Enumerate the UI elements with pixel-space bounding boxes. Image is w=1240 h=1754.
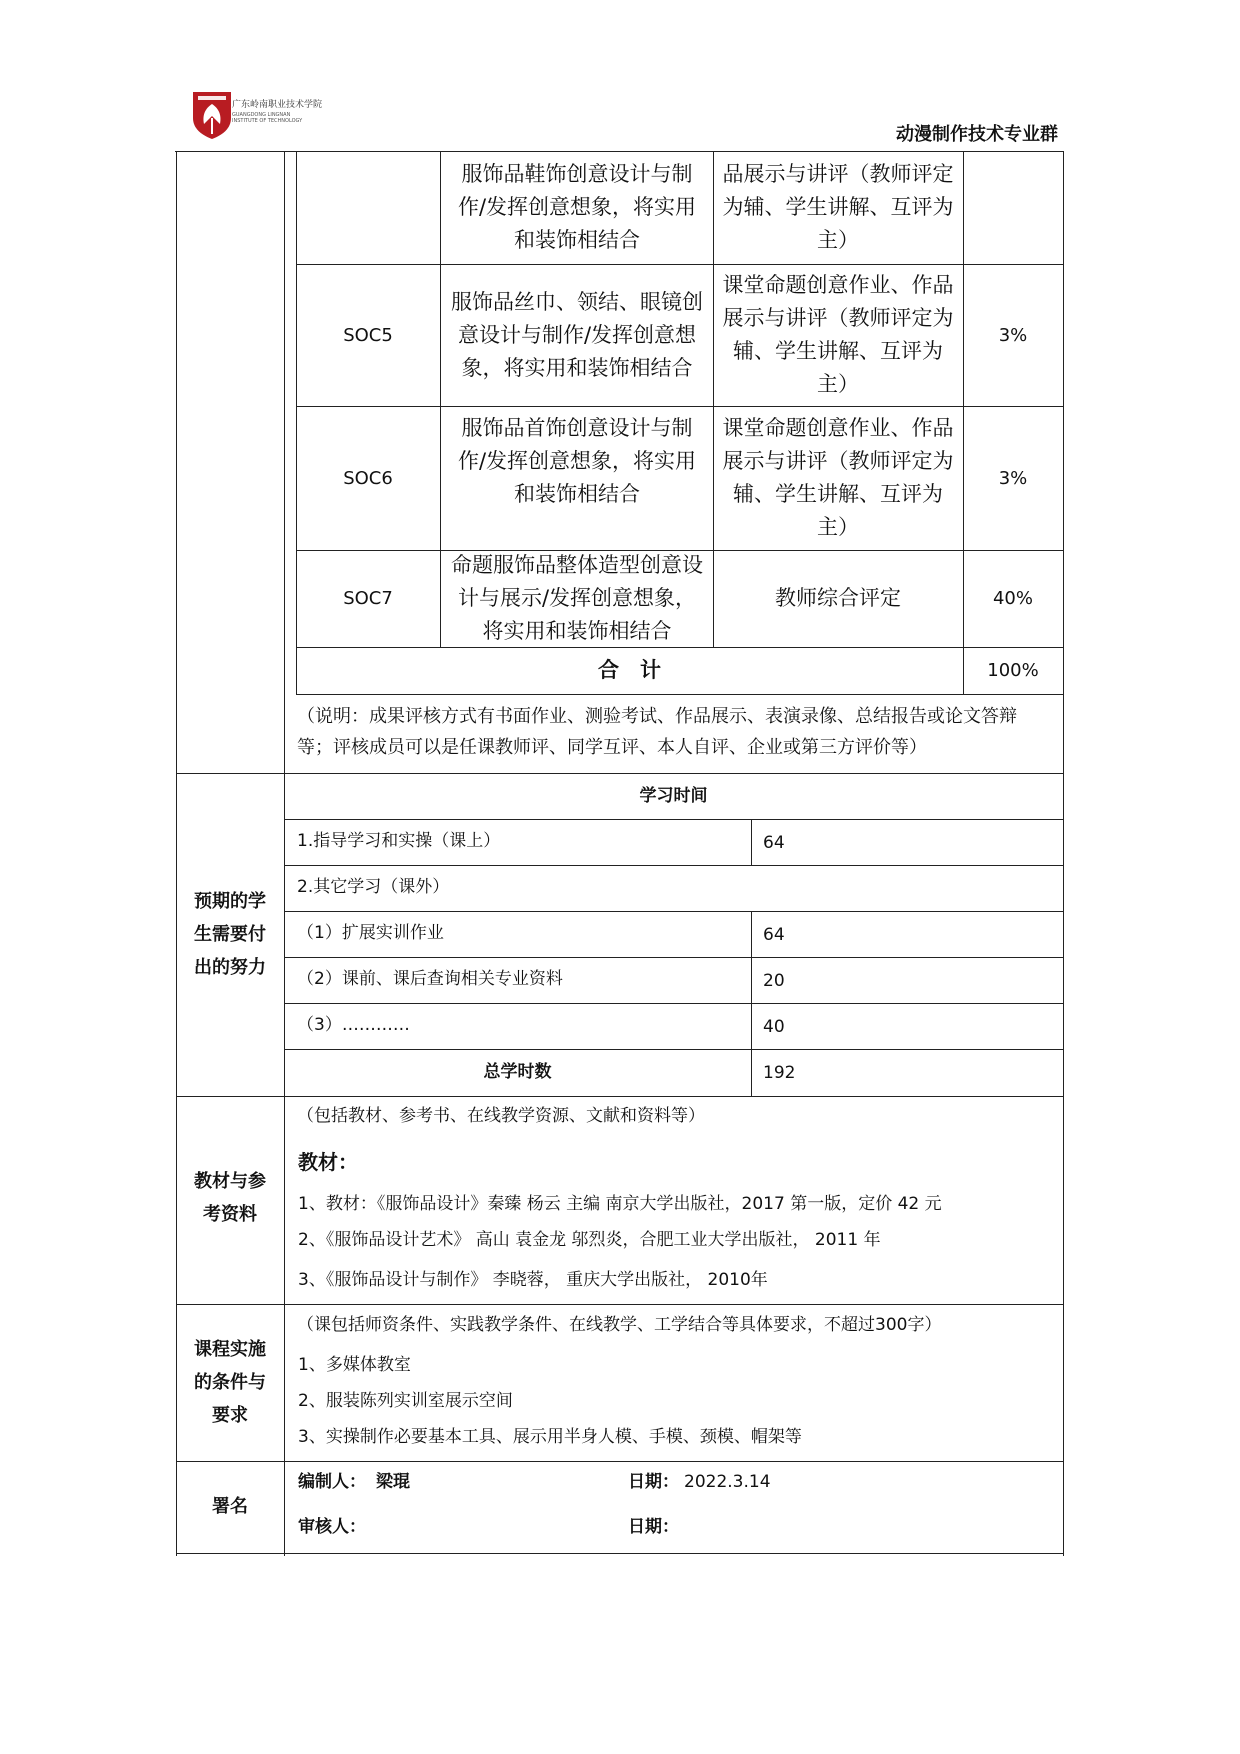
- conditions-item: 3、实操制作必要基本工具、展示用半身人模、手模、颈模、帽架等: [298, 1427, 802, 1447]
- conditions-side-label: 课程实施的条件与要求: [194, 1339, 266, 1426]
- signature-side-label: 署名: [212, 1496, 248, 1517]
- date-label: 日期：: [628, 1472, 679, 1492]
- assess-row-content: 服饰品鞋饰创意设计与制作/发挥创意想象，将实用和装饰相结合: [457, 162, 697, 252]
- logo-text-en-2: INSTITUTE OF TECHNOLOGY: [232, 118, 303, 124]
- date2-label: 日期：: [628, 1517, 679, 1537]
- compiler-label: 编制人：: [298, 1472, 366, 1492]
- effort-total-label: 总学时数: [483, 1062, 552, 1082]
- reviewer-label: 审核人：: [298, 1517, 366, 1537]
- compiler-name: 梁琨: [376, 1472, 410, 1492]
- institution-logo: [190, 90, 325, 140]
- conditions-item: 2、服装陈列实训室展示空间: [298, 1391, 513, 1411]
- materials-item: 2、《服饰品设计艺术》 高山 袁金龙 邬烈炎，合肥工业大学出版社， 2011 年: [298, 1230, 881, 1250]
- side-column-divider: [284, 151, 285, 1556]
- assess-row-line-5: [296, 694, 1063, 695]
- group-title: 动漫制作技术专业群: [896, 124, 1058, 145]
- materials-item: 1、教材：《服饰品设计》秦臻 杨云 主编 南京大学出版社，2017 第一版，定价 42 元: [298, 1194, 942, 1214]
- assess-row-code: SOC5: [343, 324, 393, 346]
- logo-text-cn: 广东岭南职业技术学院: [232, 100, 323, 110]
- assess-col-divider-2: [713, 151, 714, 647]
- table-border-right: [1063, 151, 1064, 1556]
- effort-item1-label: 1.指导学习和实操（课上）: [297, 831, 501, 851]
- effort-col-divider-a: [751, 819, 752, 865]
- assess-row-content: 命题服饰品整体造型创意设计与展示/发挥创意想象，将实用和装饰相结合: [451, 553, 703, 643]
- logo-emblem-icon: [190, 90, 234, 140]
- assess-row-method: 课堂命题创意作业、作品展示与讲评（教师评定为辅、学生讲解、互评为主）: [722, 273, 954, 396]
- conditions-item: 1、多媒体教室: [298, 1355, 411, 1375]
- assess-row-weight: 40%: [992, 588, 1033, 609]
- assess-row-weight: 3%: [998, 324, 1028, 346]
- effort-sub2-value: 20: [763, 971, 785, 991]
- materials-intro: （包括教材、参考书、在线教学资源、文献和资料等）: [297, 1106, 705, 1126]
- assess-row-content: 服饰品丝巾、领结、眼镜创意设计与制作/发挥创意想象，将实用和装饰相结合: [451, 289, 703, 380]
- table-border-bottom: [176, 1553, 1063, 1554]
- materials-side-label: 教材与参考资料: [194, 1171, 266, 1225]
- date-value: 2022.3.14: [684, 1472, 771, 1492]
- section-line-signature: [176, 1461, 1063, 1462]
- materials-heading: 教材：: [298, 1150, 358, 1174]
- assess-row-method: 品展示与讲评（教师评定为辅、学生讲解、互评为主）: [722, 162, 954, 252]
- section-line-materials: [176, 1096, 1063, 1097]
- effort-sub2-label: （2）课前、课后查询相关专业资料: [297, 969, 563, 989]
- effort-col-divider-b: [751, 911, 752, 1096]
- effort-line-3: [284, 911, 1063, 912]
- effort-line-1: [284, 819, 1063, 820]
- effort-sub1-label: （1）扩展实训作业: [297, 923, 444, 943]
- assess-note-line-2: 等；评核成员可以是任课教师评、同学互评、本人自评、企业或第三方评价等）: [297, 737, 927, 758]
- section-line-conditions: [176, 1304, 1063, 1305]
- assess-row-content: 服饰品首饰创意设计与制作/发挥创意想象，将实用和装饰相结合: [457, 415, 697, 506]
- assess-row-code: SOC6: [343, 467, 393, 489]
- materials-item: 3、《服饰品设计与制作》 李晓蓉， 重庆大学出版社， 2010年: [298, 1270, 768, 1290]
- assess-row-method: 课堂命题创意作业、作品展示与讲评（教师评定为辅、学生讲解、互评为主）: [722, 416, 954, 539]
- effort-line-4: [284, 957, 1063, 958]
- effort-line-2: [284, 865, 1063, 866]
- conditions-intro: （课包括师资条件、实践教学条件、在线教学、工学结合等具体要求，不超过300字）: [297, 1315, 942, 1335]
- effort-item1-value: 64: [763, 833, 785, 853]
- effort-sub3-value: 40: [763, 1017, 785, 1037]
- effort-sub3-label: （3）…………: [297, 1015, 410, 1035]
- effort-sub1-value: 64: [763, 925, 785, 945]
- effort-header: 学习时间: [639, 785, 708, 806]
- table-border-left: [176, 151, 177, 1556]
- assess-col-divider-1: [440, 151, 441, 647]
- assess-total-value: 100%: [987, 660, 1039, 681]
- effort-side-label: 预期的学生需要付出的努力: [194, 891, 266, 978]
- assess-note-line-1: （说明：成果评核方式有书面作业、测验考试、作品展示、表演录像、总结报告或论文答辩: [297, 706, 1017, 727]
- assess-total-label: 合 计: [598, 658, 661, 682]
- assess-row-weight: 3%: [998, 467, 1028, 489]
- assess-row-code: SOC7: [343, 588, 393, 609]
- assess-row-method: 教师综合评定: [775, 586, 901, 610]
- logo-text-en-1: GUANGDONG LINGNAN: [232, 112, 291, 118]
- effort-line-5: [284, 1003, 1063, 1004]
- effort-total-value: 192: [763, 1063, 796, 1083]
- effort-item2-label: 2.其它学习（课外）: [297, 877, 450, 897]
